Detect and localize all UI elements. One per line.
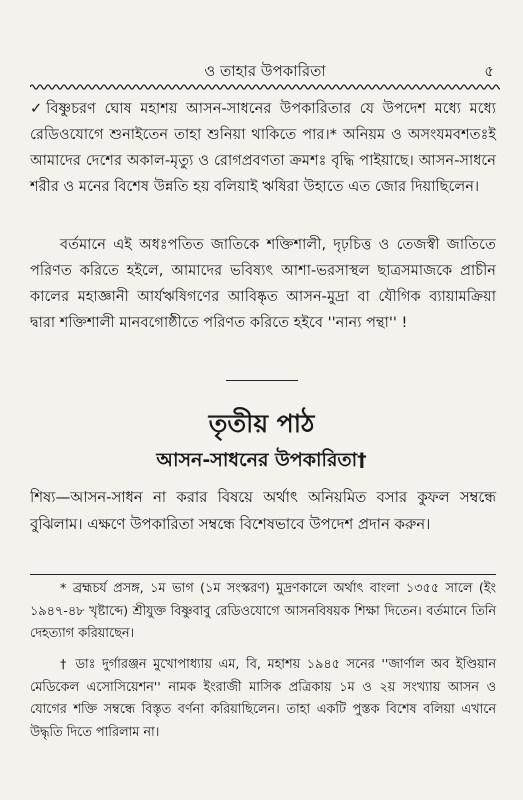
lesson-paragraph: শিষ্য—আসন-সাধন না করার বিষয়ে অর্থাৎ অনিয়মিত বসার কুফল সম্বন্ধে বুঝিলাম। এক্ষণে উপকারিতা সম্বন্ধে বিশেষভাবে উপদেশ প্রদান করুন। [30,489,496,533]
lesson-subtitle: আসন-সাধনের উপকারিতা† [156,449,367,471]
footnote-divider [30,574,496,575]
footnote-2: † ডাঃ দুর্গারঞ্জন মুখোপাধ্যায় এম, বি, মহাশয় ১৯৪৫ সনের ''জার্ণাল অব ইণ্ডিয়ান মেডিকেল এসোসিয়েশন'' নামক ইংরাজী মাসিক প্রত্রিকায় ১ম ও ২য় সংখ্যায় আসন ও যোগের শক্তি সম্বন্ধে বিস্তৃত বর্ণনা করিয়াছিলেন। তাহা একটি পুস্তক বিশেষ বলিয়া এখানে উদ্ধৃতি দিতে পারিলাম না। [30,657,496,740]
lesson-title: তৃতীয় পাঠ [208,409,315,438]
section-divider [226,380,298,381]
body-paragraph-2: বর্তমানে এই অধঃপতিত জাতিকে শক্তিশালী, দৃঢ়চিত্ত ও তেজস্বী জাতিতে পরিণত করিতে হইলে, আমাদের ভবিষ্যৎ আশা-ভরসাস্থল ছাত্রসমাজকে প্রাচীন কালের মহাজ্ঞানী আর্যঋষিগণের আবিষ্কৃত আসন-মুদ্রা বা যৌগিক ব্যায়ামক্রিয়া দ্বারা শক্তিশালী মানবগোষ্ঠীতে পরিণত করিতে হইবে ''নান্য পন্থা'' ! [30,236,496,331]
footnote-1: * ব্রহ্মচর্য প্রসঙ্গ, ১ম ভাগ (১ম সংস্করণ) মুদ্রণকালে অর্থাৎ বাংলা ১৩৫৫ সালে (ইং ১৯৪৭-৪৮ খৃষ্টাব্দে) শ্রীযুক্ত বিষ্ণুবাবু রেডিওযোগে আসনবিষয়ক শিক্ষা দিতেন। বর্তমানে তিনি দেহত্যাগ করিয়াছেন। [30,581,496,641]
page-header [30,60,500,82]
page-number: ৫ [484,62,494,80]
running-title: ও তাহার উপকারিতা [204,62,326,80]
wavy-header-divider [30,82,500,92]
body-paragraph-1: ✓বিষ্ণুচরণ ঘোষ মহাশয় আসন-সাধনের উপকারিতার যে উপদেশ মধ্যে মধ্যে রেডিওযোগে শুনাইতেন তাহা শুনিয়া থাকিতে পার।* অনিয়ম ও অসংযমবশতঃই আমাদের দেশের অকাল-মৃত্যু ও রোগপ্রবণতা ক্রমশঃ বৃদ্ধি পাইয়াছে। আসন-সাধনে শরীর ও মনের বিশেষ উন্নতি হয় বলিয়াই ঋষিরা উহাতে এত জোর দিয়াছিলেন। [30,100,496,195]
